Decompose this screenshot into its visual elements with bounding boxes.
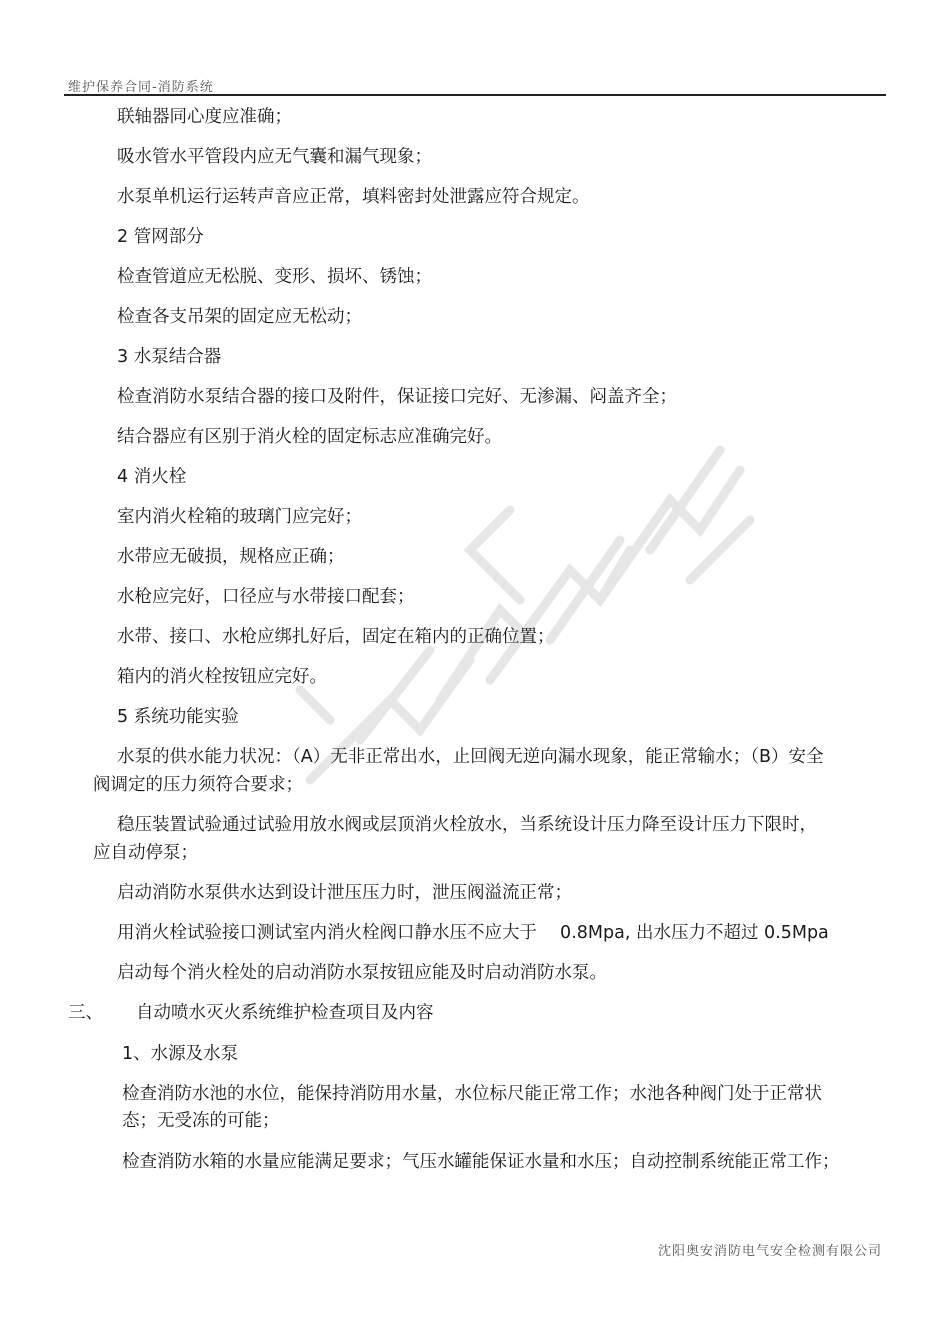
text-line: 启动每个消火栓处的启动消防水泵按钮应能及时启动消防水泵。 bbox=[117, 963, 607, 983]
text-line: 箱内的消火栓按钮应完好。 bbox=[117, 667, 327, 687]
text-line: 水泵的供水能力状况：（A）无非正常出水，止回阀无逆向漏水现象，能正常输水；（B）安全 bbox=[117, 747, 824, 767]
text-line: 联轴器同心度应准确； bbox=[117, 107, 292, 127]
text-line: 阀调定的压力须符合要求； bbox=[93, 775, 303, 795]
text-line: 检查消防水泵结合器的接口及附件，保证接口完好、无渗漏、闷盖齐全； bbox=[117, 387, 677, 407]
section-heading: 5 系统功能实验 bbox=[117, 707, 239, 727]
text-line: 水泵单机运行运转声音应正常，填料密封处泄露应符合规定。 bbox=[117, 187, 590, 207]
text-line: 水带、接口、水枪应绑扎好后，固定在箱内的正确位置； bbox=[117, 627, 555, 647]
text-line: 应自动停泵； bbox=[93, 843, 198, 863]
section-number: 三、 bbox=[68, 1003, 103, 1023]
text-line: 水带应无破损，规格应正确； bbox=[117, 547, 345, 567]
text-line: 检查管道应无松脱、变形、损坏、锈蚀； bbox=[117, 267, 432, 287]
text-line: 结合器应有区别于消火栓的固定标志应准确完好。 bbox=[117, 427, 502, 447]
text-line: 水枪应完好，口径应与水带接口配套； bbox=[117, 587, 415, 607]
section-heading: 4 消火栓 bbox=[117, 467, 187, 487]
text-line: 启动消防水泵供水达到设计泄压压力时，泄压阀溢流正常； bbox=[117, 883, 572, 903]
text-line: 检查各支吊架的固定应无松动； bbox=[117, 307, 362, 327]
section-title: 自动喷水灭火系统维护检查项目及内容 bbox=[136, 1003, 434, 1023]
text-line: 态；无受冻的可能； bbox=[122, 1111, 280, 1131]
text-line: 检查消防水池的水位，能保持消防用水量，水位标尺能正常工作；水池各种阀门处于正常状 bbox=[122, 1084, 822, 1104]
section-heading: 2 管网部分 bbox=[117, 227, 204, 247]
section-heading: 1、水源及水泵 bbox=[122, 1044, 239, 1064]
text-line: 吸水管水平管段内应无气囊和漏气现象； bbox=[117, 147, 432, 167]
section-heading: 3 水泵结合器 bbox=[117, 347, 222, 367]
header-title: 维护保养合同-消防系统 bbox=[68, 80, 214, 95]
text-line: 室内消火栓箱的玻璃门应完好； bbox=[117, 507, 362, 527]
text-line: 用消火栓试验接口测试室内消火栓阀口静水压不应大于 0.8Mpa, 出水压力不超过 0.5Mpa bbox=[117, 923, 829, 943]
text-line: 检查消防水箱的水量应能满足要求；气压水罐能保证水量和水压；自动控制系统能正常工作； bbox=[122, 1152, 840, 1172]
footer-company: 沈阳奥安消防电气安全检测有限公司 bbox=[657, 1244, 882, 1259]
header-rule bbox=[64, 94, 886, 96]
text-line: 稳压装置试验通过试验用放水阀或层顶消火栓放水，当系统设计压力降至设计压力下限时， bbox=[117, 815, 817, 835]
